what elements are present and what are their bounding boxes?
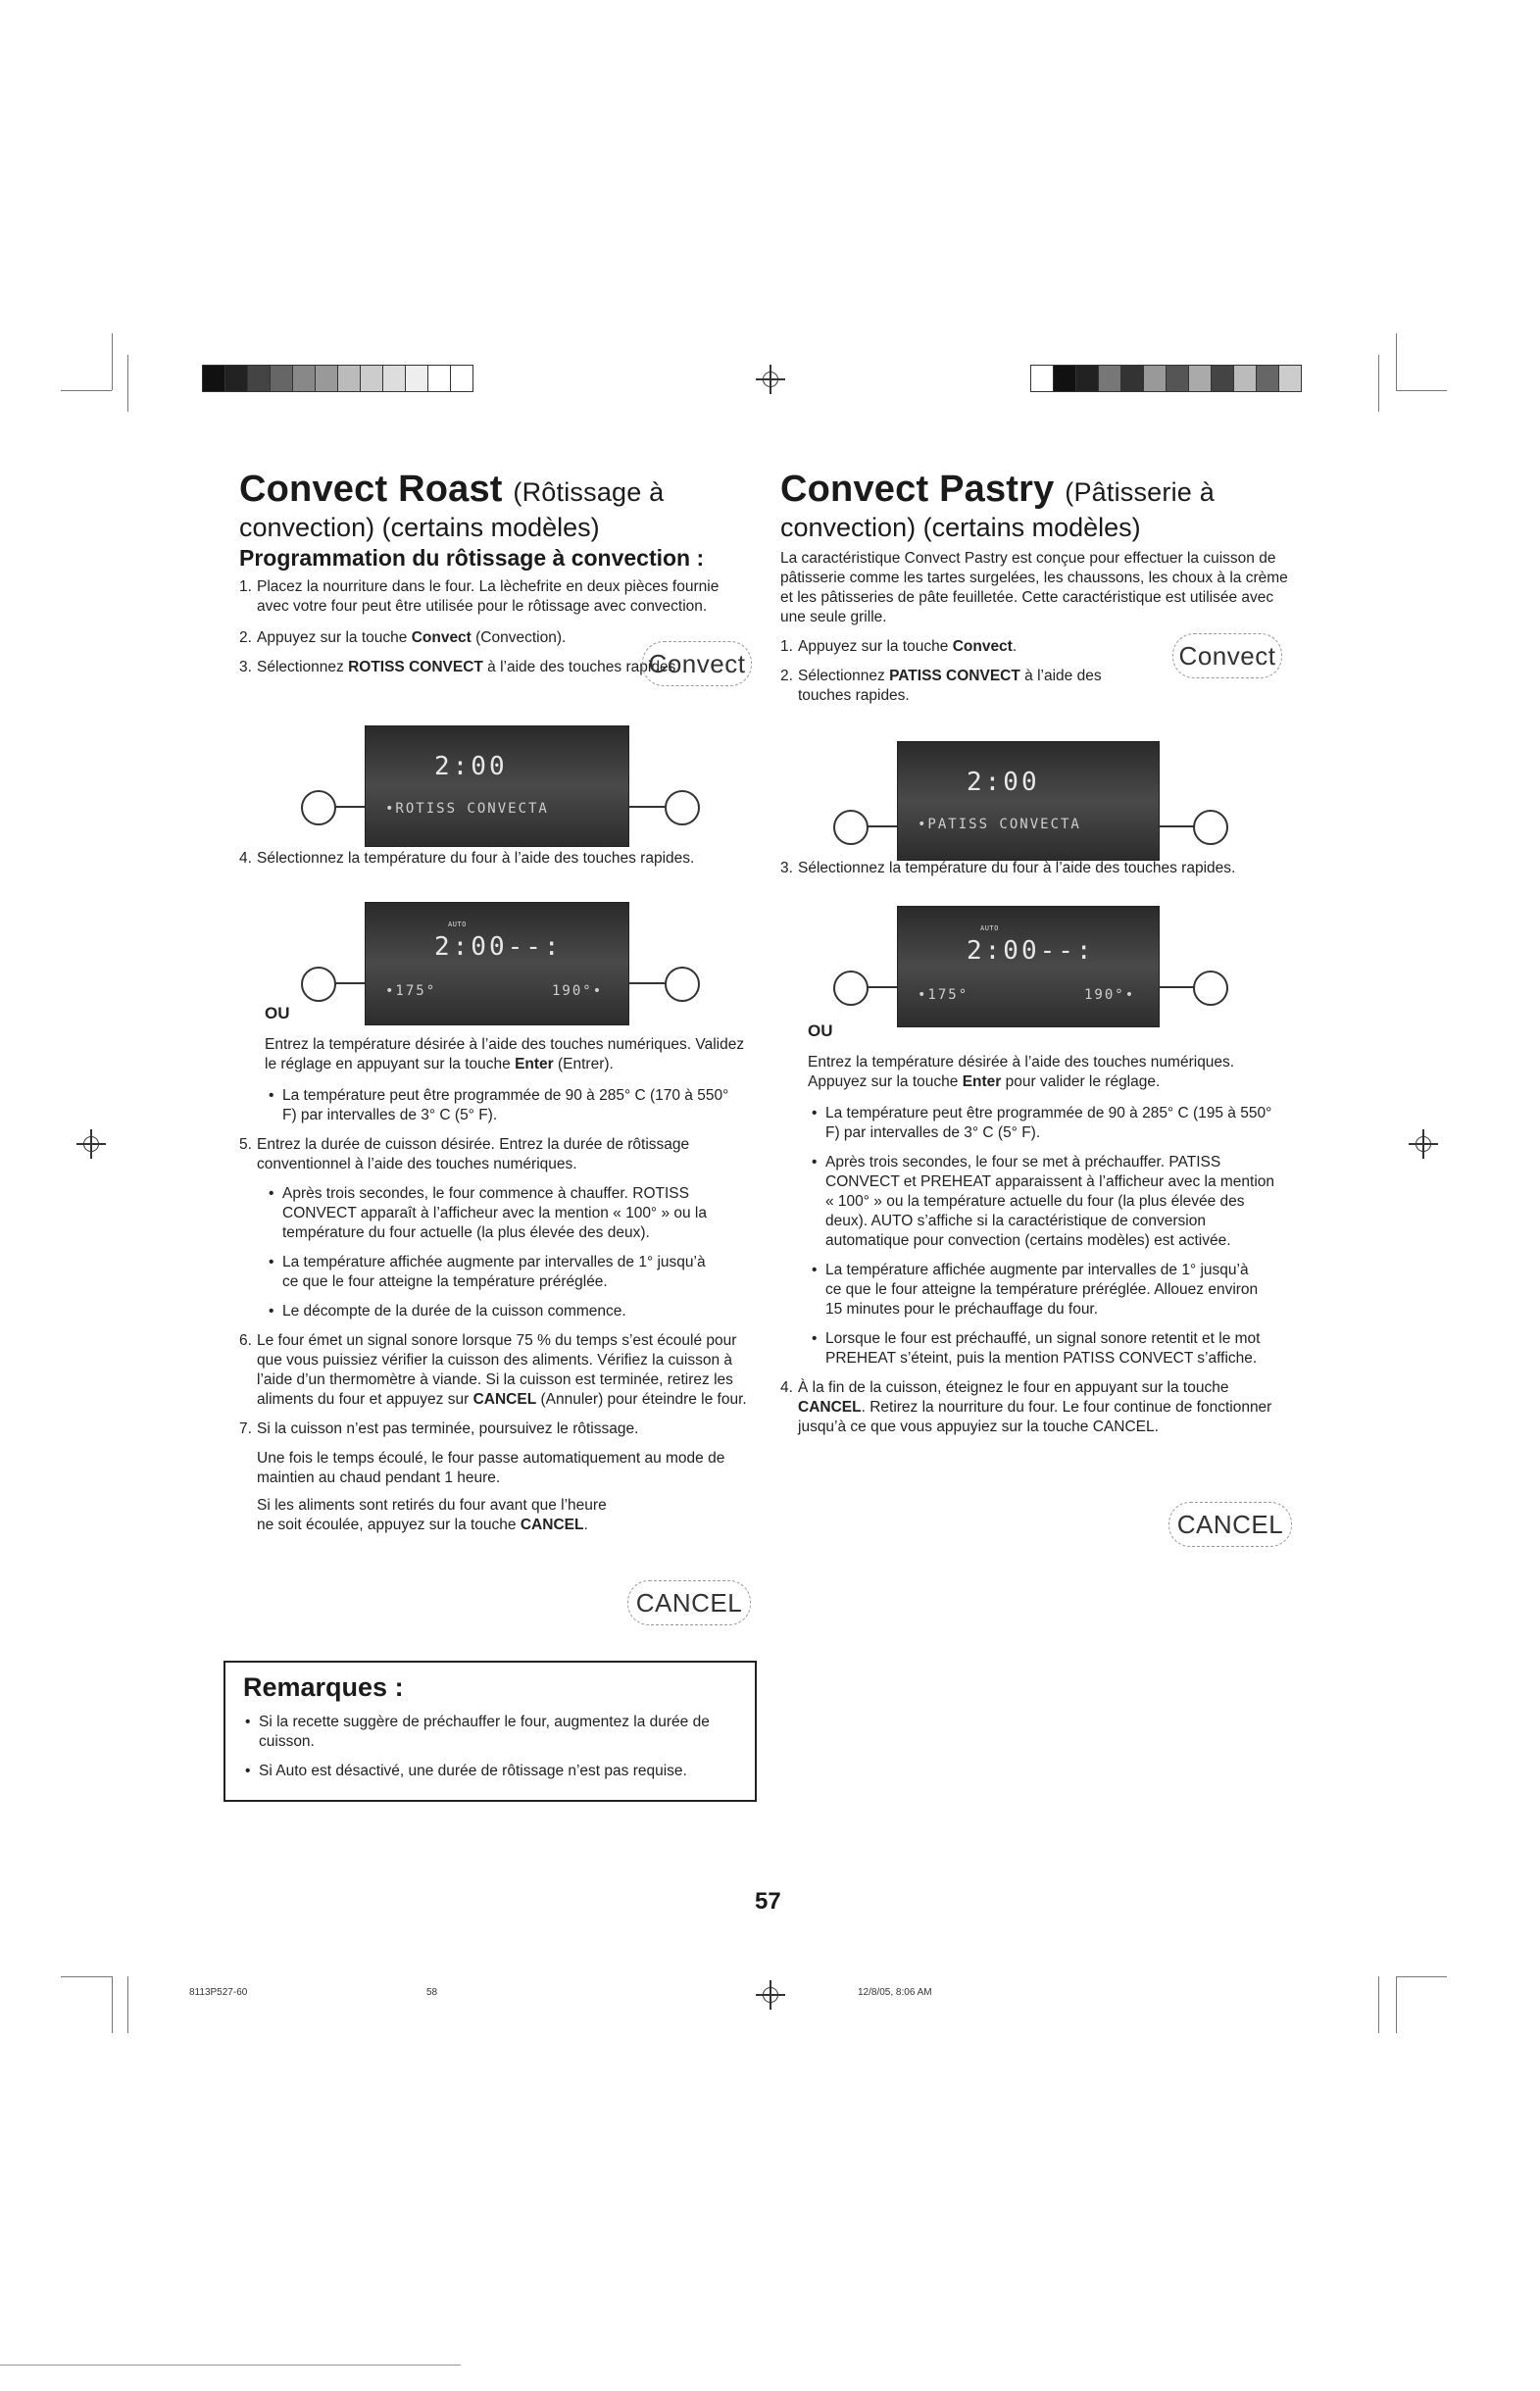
step-1: 1. Placez la nourriture dans le four. La lèchefrite en deux pièces fournie avec votre four peut être utilisée pour le rôtissage avec convection. xyxy=(239,578,720,615)
left-knob[interactable] xyxy=(833,810,869,845)
right-knob[interactable] xyxy=(1193,810,1228,845)
convect-key-button[interactable]: Convect xyxy=(1172,633,1282,678)
bullet-countdown: • Le décompte de la durée de la cuisson commence. xyxy=(267,1302,743,1321)
oven-display: 2:00 •ROTISS CONVECTA xyxy=(365,725,629,847)
step-6: 6. Le four émet un signal sonore lorsque 75 % du temps s’est écoulé pour que vous puissiez vérifier la cuisson des aliments. Vérifiez la cuisson à l’aide d’un thermomètre à viande. Si la cuisson est terminée, retirez les aliments du four et appuyez sur CANCEL (Annuler) pour éteindre le four. xyxy=(239,1332,747,1408)
oven-display: AUTO 2:00--: •175° 190°• xyxy=(897,906,1160,1027)
or-instructions: Entrez la température désirée à l’aide des touches numériques. Validez le réglage en appuyant sur la touche Enter (Entrer). xyxy=(265,1036,745,1072)
bullet-increase: • La température affichée augmente par intervalles de 1° jusqu’à ce que le four atteigne la température préréglée. Allouez environ 15 minutes pour le préchauffage du four. xyxy=(810,1261,1267,1320)
step-3: 3. Sélectionnez ROTISS CONVECT à l’aide des touches rapides. xyxy=(239,659,680,675)
intro-paragraph: La caractéristique Convect Pastry est conçue pour effectuer la cuisson de pâtisserie comme les tartes surgelées, les chaussons, les choux à la crème et les pâtisseries de pâte feuilletée. Cette caractéristique est utilisée avec une seule grille. xyxy=(780,550,1288,625)
remark-2: • Si Auto est désactivé, une durée de rôtissage n’est pas requise. xyxy=(243,1762,739,1781)
section-subtitle: convection) (certains modèles) xyxy=(239,513,600,542)
left-knob[interactable] xyxy=(301,790,336,825)
subheading-programming: Programmation du rôtissage à convection : xyxy=(239,545,705,571)
step-7: 7. Si la cuisson n’est pas terminée, poursuivez le rôtissage. xyxy=(239,1420,639,1437)
or-label: OU xyxy=(808,1021,833,1040)
step-4: 4. À la fin de la cuisson, éteignez le four en appuyant sur la touche CANCEL. Retirez la nourriture du four. Le four continue de fonctionner jusqu’à ce que vous appuyiez sur la touche CANCEL. xyxy=(780,1379,1272,1435)
registration-color-bar-right xyxy=(1031,365,1302,390)
step-7-keep-warm: Une fois le temps écoulé, le four passe automatiquement au mode de maintien au chaud pendant 1 heure. xyxy=(257,1450,725,1486)
right-knob[interactable] xyxy=(1193,971,1228,1006)
remarks-box xyxy=(224,1661,757,1802)
step-5: 5. Entrez la durée de cuisson désirée. Entrez la durée de rôtissage conventionnel à l’aide des touches numériques. xyxy=(239,1136,690,1172)
bullet-signal: • Lorsque le four est préchauffé, un signal sonore retentit et le mot PREHEAT s’éteint, puis la mention PATISS CONVECT s’affiche. xyxy=(810,1329,1286,1369)
step-7-cancel: Si les aliments sont retirés du four avant que l’heure ne soit écoulée, appuyez sur la touche CANCEL. xyxy=(257,1497,607,1533)
or-label: OU xyxy=(265,1004,290,1022)
oven-display: 2:00 •PATISS CONVECTA xyxy=(897,741,1160,861)
cancel-key-button[interactable]: CANCEL xyxy=(1168,1502,1292,1547)
bottom-rule xyxy=(0,2365,461,2366)
bullet-preheat: • Après trois secondes, le four commence à chauffer. ROTISS CONVECT apparaît à l’afficheur avec la mention « 100° » ou la température du four actuelle (la plus élevée des deux). xyxy=(267,1184,743,1243)
left-knob[interactable] xyxy=(833,971,869,1006)
registration-target-icon xyxy=(76,1129,106,1159)
footer-sheet: 58 xyxy=(426,1987,438,1998)
registration-target-icon xyxy=(756,1980,785,2010)
convect-key-button[interactable]: Convect xyxy=(642,641,752,686)
right-column-lower xyxy=(780,1010,1290,1447)
section-title-convect-roast: Convect Roast (Rôtissage à xyxy=(239,469,665,510)
registration-target-icon xyxy=(756,365,785,394)
cancel-key-button[interactable]: CANCEL xyxy=(627,1580,751,1625)
step-2: 2. Appuyez sur la touche Convect (Convection). xyxy=(239,629,567,646)
registration-target-icon xyxy=(1409,1129,1438,1159)
registration-color-bar-left xyxy=(203,365,473,390)
footer-code: 8113P527-60 xyxy=(189,1987,248,1998)
bullet-temperature-range: • La température peut être programmée de 90 à 285° C (195 à 550° F) par intervalles de 3° C (5° F). xyxy=(810,1104,1286,1143)
or-instructions: Entrez la température désirée à l’aide des touches numériques. Appuyez sur la touche Enter pour valider le réglage. xyxy=(808,1054,1235,1090)
remarks-title: Remarques : xyxy=(243,1672,404,1702)
bullet-preheat: • Après trois secondes, le four se met à préchauffer. PATISS CONVECT et PREHEAT apparaissent à l’afficheur avec la mention « 100° » ou la température actuelle du four (la plus élevée des deux). AUTO s’affiche si la caractéristique de conversion automatique pour convection (certains modèles) est activée. xyxy=(810,1153,1286,1251)
oven-display: AUTO 2:00--: •175° 190°• xyxy=(365,902,629,1025)
step-1: 1. Appuyez sur la touche Convect. xyxy=(780,638,1018,655)
right-column xyxy=(780,469,1310,716)
footer-date: 12/8/05, 8:06 AM xyxy=(858,1987,932,1998)
step-2: 2. Sélectionnez PATISS CONVECT à l’aide des touches rapides. xyxy=(780,668,1102,704)
page-number: 57 xyxy=(755,1888,781,1915)
right-knob[interactable] xyxy=(665,790,700,825)
bullet-temperature-range: • La température peut être programmée de 90 à 285° C (170 à 550° F) par intervalles de 3° C (5° F). xyxy=(267,1086,743,1125)
left-column-lower xyxy=(239,992,749,1543)
step-4: 4. Sélectionnez la température du four à l’aide des touches rapides. xyxy=(239,850,695,867)
bullet-increase: • La température affichée augmente par intervalles de 1° jusqu’à ce que le four atteigne la température préréglée. xyxy=(267,1253,714,1292)
section-title-convect-pastry: Convect Pastry (Pâtisserie à xyxy=(780,469,1215,510)
section-subtitle: convection) (certains modèles) xyxy=(780,513,1141,542)
remark-1: • Si la recette suggère de préchauffer le four, augmentez la durée de cuisson. xyxy=(243,1713,739,1752)
step-3: 3. Sélectionnez la température du four à l’aide des touches rapides. xyxy=(780,860,1236,876)
